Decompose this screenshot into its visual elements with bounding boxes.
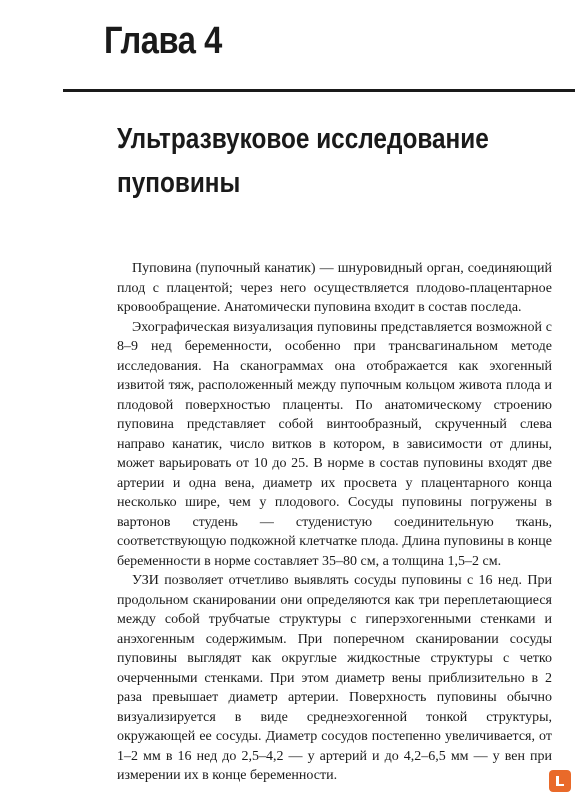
chapter-divider	[63, 89, 575, 92]
litres-logo-glyph	[553, 774, 567, 788]
section-title	[117, 117, 489, 205]
section-title-line-1: Ультразвуковое исследование	[117, 123, 489, 155]
paragraph: Эхографическая визуализация пуповины представляется возможной с 8–9 нед беременности, особенно при трансвагинальном методе исследования. На сканограммах она отображается как эхогенный извитой тяж, расположенный между пупочным кольцом живота плода и плодовой поверхностью плаценты. По анатомическому строению пуповина представляет собой винтообразный, скрученный слева направо канатик, число витков в котором, в зависимости от длины, может варьировать от 10 до 25. В норме в состав пуповины входят две артерии и одна вена, диаметр их просвета у плацентарного конца несколько шире, чем у плодового. Сосуды пуповины погружены в вартонов студень — студенистую соединительную ткань, соответствующую подкожной клетчатке плода. Длина пуповины в конце беременности в норме составляет 35–80 см, а толщина 1,5–2 см.	[117, 319, 552, 569]
paragraph: УЗИ позволяет отчетливо выявлять сосуды пуповины с 16 нед. При продольном сканировании они определяются как три переплетающиеся между собой трубчатые структуры с гиперэхогенными стенками и анэхогенным содержимым. При поперечном сканировании сосуды пуповины выглядят как округлые жидкостные структуры с четко очерченными стенками. При этом диаметр вены приблизительно в 2 раза превышает диаметр артерии. Поверхность пуповины обычно визуализируется в виде среднеэхогенной тонкой структуры, окружающей ее сосуды. Диаметр сосудов постепенно увеличивается, от 1–2 мм в 16 нед до 2,5–4,2 — у артерий и до 4,2–6,5 мм — у вен при измерении их в конце беременности.	[117, 573, 552, 783]
paragraph: Пуповина (пупочный канатик) — шнуровидный орган, соединяющий плод с плацентой; через него осуществляется плодово-плацентарное кровообращение. Анатомически пуповина входит в состав последа.	[117, 261, 552, 315]
section-title-line-2: пуповины	[117, 167, 241, 199]
litres-logo-icon	[549, 770, 571, 792]
chapter-heading: Глава 4	[104, 20, 222, 62]
body-text	[117, 259, 552, 786]
